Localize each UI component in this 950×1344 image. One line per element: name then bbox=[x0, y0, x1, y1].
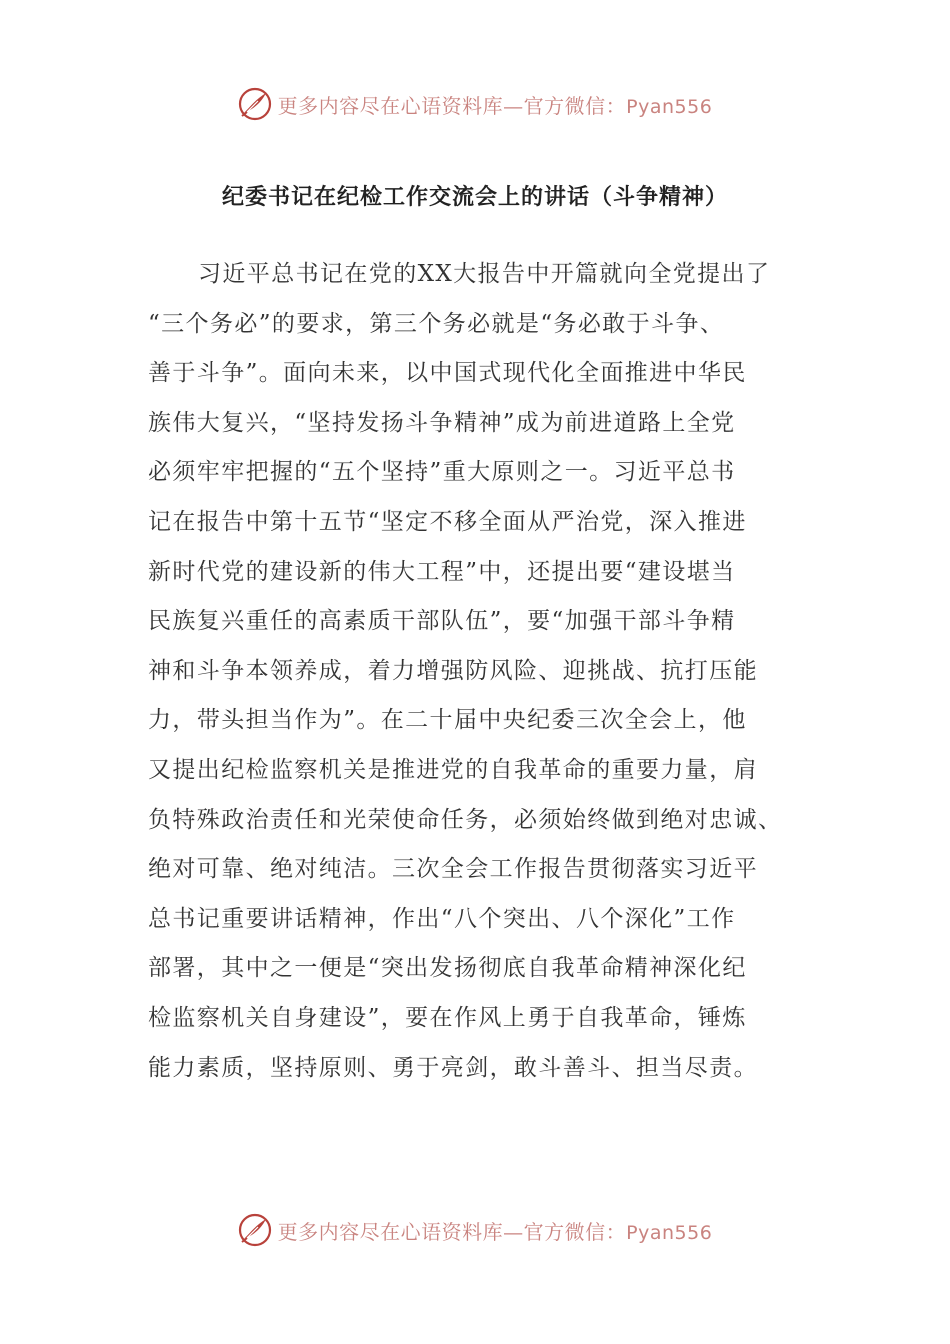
paragraph-line: 必须牢牢把握的“五个坚持”重大原则之一。习近平总书 bbox=[148, 459, 736, 486]
quill-pen-logo-icon bbox=[238, 1213, 272, 1247]
banner-text: 更多内容尽在心语资料库—官方微信：Pyan556 bbox=[277, 93, 713, 118]
paragraph-line: 民族复兴重任的高素质干部队伍”，要“加强干部斗争精 bbox=[148, 608, 736, 635]
paragraph-line: 又提出纪检监察机关是推进党的自我革命的重要力量，肩 bbox=[148, 756, 758, 783]
paragraph-line: 部署，其中之一便是“突出发扬彻底自我革命精神深化纪 bbox=[148, 955, 747, 982]
paragraph bbox=[148, 250, 808, 1093]
quill-pen-logo-icon bbox=[238, 87, 272, 121]
header-banner bbox=[0, 82, 950, 126]
paragraph-line: 绝对可靠、绝对纯洁。三次全会工作报告贯彻落实习近平 bbox=[148, 856, 758, 883]
footer-banner bbox=[0, 1208, 950, 1252]
paragraph-line: 记在报告中第十五节“坚定不移全面从严治党，深入推进 bbox=[148, 508, 747, 535]
paragraph-line: 力，带头担当作为”。在二十届中央纪委三次全会上，他 bbox=[148, 707, 747, 734]
document-title: 纪委书记在纪检工作交流会上的讲话（斗争精神） bbox=[221, 185, 728, 210]
paragraph-line: 神和斗争本领养成，着力增强防风险、迎挑战、抗打压能 bbox=[148, 657, 758, 684]
paragraph-line: 能力素质，坚持原则、勇于亮剑，敢斗善斗、担当尽责。 bbox=[148, 1054, 758, 1081]
paragraph-line: “三个务必”的要求，第三个务必就是“务必敢于斗争、 bbox=[148, 310, 725, 337]
paragraph-line: 总书记重要讲话精神，作出“八个突出、八个深化”工作 bbox=[148, 905, 736, 932]
paragraph-line: 善于斗争”。面向未来，以中国式现代化全面推进中华民 bbox=[148, 360, 747, 387]
paragraph-line: 习近平总书记在党的XX大报告中开篇就向全党提出了 bbox=[198, 261, 771, 287]
banner-text: 更多内容尽在心语资料库—官方微信：Pyan556 bbox=[277, 1219, 713, 1244]
paragraph-line: 族伟大复兴，“坚持发扬斗争精神”成为前进道路上全党 bbox=[148, 409, 736, 436]
paragraph-line: 检监察机关自身建设”，要在作风上勇于自我革命，锤炼 bbox=[148, 1004, 747, 1031]
paragraph-line: 新时代党的建设新的伟大工程”中，还提出要“建设堪当 bbox=[148, 558, 736, 585]
paragraph-line: 负特殊政治责任和光荣使命任务，必须始终做到绝对忠诚、 bbox=[148, 806, 783, 833]
